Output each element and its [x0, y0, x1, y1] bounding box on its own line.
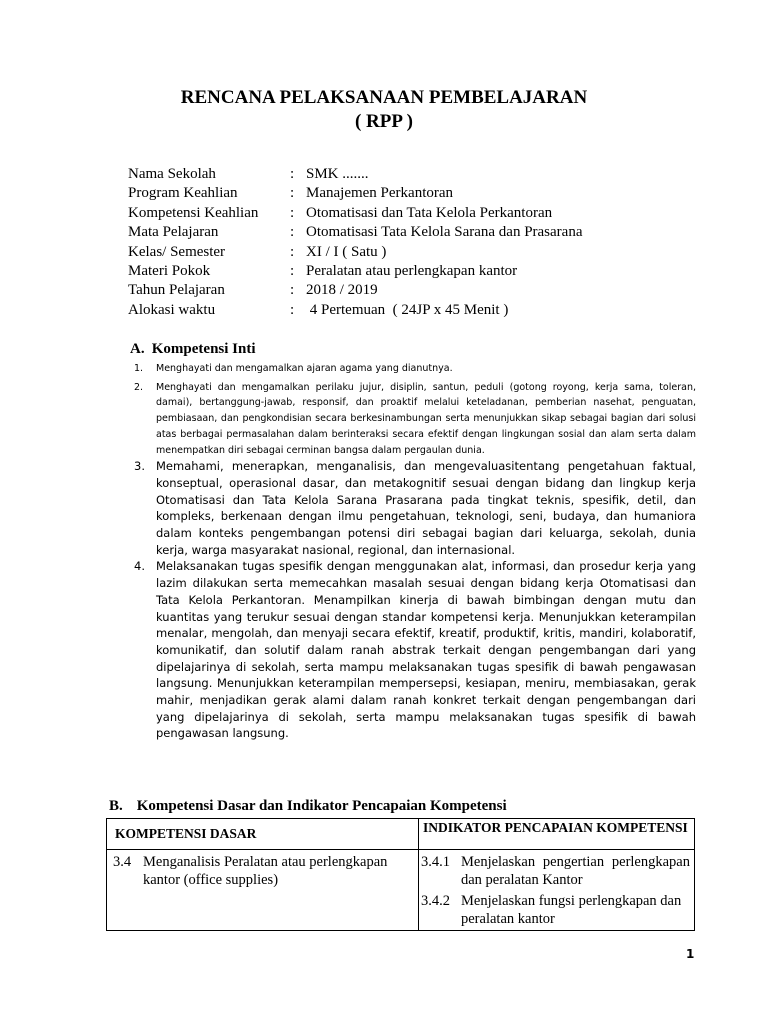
ipk-cell [419, 850, 695, 931]
page-number: 1 [686, 947, 695, 961]
list-item-text: Melaksanakan tugas spesifik dengan menggunakan alat, informasi, dan prosedur kerja yang lazim dilakukan serta memecahkan masalah sesuai dengan bidang kerja Otomatisasi dan Tata Kelola Perkantoran. Menampilkan kinerja di bawah bimbingan dengan mutu dan kuantitas yang terukur sesuai dengan standar kompetensi kerja. Menunjukkan keterampilan menalar, mengolah, dan menyaji secara efektif, kreatif, produktif, kritis, mandiri, kolaboratif, komunikatif, dan solutif dalam ranah abstrak terkait dengan pengembangan dari yang dipelajarinya di sekolah, serta mampu melaksanakan tugas spesifik di bawah pengawasan langsung. Menunjukkan keterampilan mempersepsi, kesiapan, meniru, membiasakan, gerak mahir, menjadikan gerak alami dalam ranah konkret terkait dengan pengembangan dari yang dipelajarinya di sekolah, serta mampu melaksanakan tugas spesifik di bawah pengawasan langsung. [156, 559, 696, 741]
table-header-kd: KOMPETENSI DASAR [107, 819, 419, 850]
document-title: RENCANA PELAKSANAAN PEMBELAJARAN [180, 87, 588, 108]
kd-cell [107, 850, 419, 931]
identity-value: Otomatisasi Tata Kelola Sarana dan Prasarana [306, 224, 583, 241]
list-item-text: Menghayati dan mengamalkan ajaran agama yang dianutnya. [156, 363, 453, 374]
identity-value: 2018 / 2019 [306, 282, 378, 299]
section-a-title: Kompetensi Inti [151, 341, 256, 357]
identity-colon: : [290, 301, 295, 318]
indicator-text: Menjelaskan fungsi perlengkapan dan peralatan kantor [461, 893, 682, 927]
identity-row [128, 262, 583, 281]
identity-colon: : [290, 282, 295, 299]
section-a-number: A. [130, 341, 145, 357]
identity-value: XI / I ( Satu ) [306, 243, 387, 260]
identity-colon: : [290, 204, 295, 221]
identity-value: 4 Pertemuan ( 24JP x 45 Menit ) [306, 301, 509, 318]
identity-row [128, 223, 583, 242]
identity-label: Kompetensi Keahlian [128, 204, 259, 221]
identity-row [128, 204, 583, 223]
kd-text: Menganalisis Peralatan atau perlengkapan kantor (office supplies) [143, 854, 388, 888]
indicator-text: Menjelaskan pengertian perlengkapan dan peralatan Kantor [461, 854, 690, 888]
table-header-ipk: INDIKATOR PENCAPAIAN KOMPETENSI [419, 819, 695, 850]
identity-colon: : [290, 262, 295, 279]
kd-code: 3.4 [113, 854, 132, 870]
identity-label: Tahun Pelajaran [128, 282, 225, 299]
identity-row [128, 281, 583, 300]
list-item [134, 380, 696, 459]
list-item-text: Menghayati dan mengamalkan perilaku jujur, disiplin, santun, peduli (gotong royong, kerja sama, toleran, damai), bertanggung-jawab, responsif, dan proaktif melalui keteladanan, pemberian nasehat, penguatan, pembiasaan, dan pengkondisian secara berkesinambungan serta menunjukkan sikap sebagai bagian dari solusi atas berbagai permasalahan dalam berinteraksi secara efektif dengan lingkungan sosial dan alam serta dalam menempatkan diri sebagai cerminan bangsa dalam pergaulan dunia. [156, 381, 696, 456]
identity-row [128, 165, 583, 184]
identity-colon: : [290, 224, 295, 241]
indicator-item [421, 892, 692, 928]
identity-label: Program Keahlian [128, 185, 238, 202]
identity-value: Peralatan atau perlengkapan kantor [306, 262, 518, 279]
identity-colon: : [290, 243, 295, 260]
document-subtitle: ( RPP ) [354, 111, 414, 132]
identity-value: Manajemen Perkantoran [306, 185, 454, 202]
table-header-row [107, 819, 695, 850]
list-item-number: 2. [134, 381, 144, 393]
identity-value: SMK ....... [306, 166, 369, 182]
identity-label: Nama Sekolah [128, 166, 216, 182]
section-b-title: Kompetensi Dasar dan Indikator Pencapaian Kompetensi [136, 798, 507, 814]
section-a-heading [130, 340, 256, 358]
indicator-code: 3.4.1 [421, 854, 450, 870]
list-item [134, 458, 696, 558]
list-item [134, 558, 696, 742]
section-b-heading [109, 797, 507, 815]
identity-row [128, 301, 583, 320]
kompetensi-inti-list [134, 361, 696, 742]
section-b-number: B. [109, 798, 123, 814]
identity-label: Mata Pelajaran [128, 224, 219, 241]
list-item-number: 3. [134, 459, 145, 474]
list-item-number: 1. [134, 363, 144, 374]
identity-row [128, 243, 583, 262]
identity-colon: : [290, 166, 295, 182]
identity-label: Alokasi waktu [128, 301, 216, 318]
identity-colon: : [290, 185, 295, 202]
kd-entry [113, 853, 414, 889]
kompetensi-dasar-table [106, 818, 695, 931]
list-item-text: Memahami, menerapkan, menganalisis, dan mengevaluasitentang pengetahuan faktual, konseptual, operasional dasar, dan metakognitif sesuai dengan bidang dan lingkup kerja Otomatisasi dan Tata Kelola Sarana Prasarana pada tingkat teknis, spesifik, detil, dan kompleks, berkenaan dengan ilmu pengetahuan, teknologi, seni, budaya, dan humaniora dalam konteks pengembangan potensi diri sebagai bagian dari keluarga, sekolah, dunia kerja, warga masyarakat nasional, regional, dan internasional. [156, 459, 696, 557]
identity-block [128, 165, 583, 320]
table-row [107, 850, 695, 931]
indicator-item [421, 853, 692, 889]
identity-label: Materi Pokok [128, 262, 211, 279]
identity-label: Kelas/ Semester [128, 243, 226, 260]
list-item-number: 4. [134, 559, 145, 574]
identity-row [128, 184, 583, 203]
identity-value: Otomatisasi dan Tata Kelola Perkantoran [306, 204, 553, 221]
list-item [134, 361, 696, 377]
indicator-code: 3.4.2 [421, 893, 450, 909]
